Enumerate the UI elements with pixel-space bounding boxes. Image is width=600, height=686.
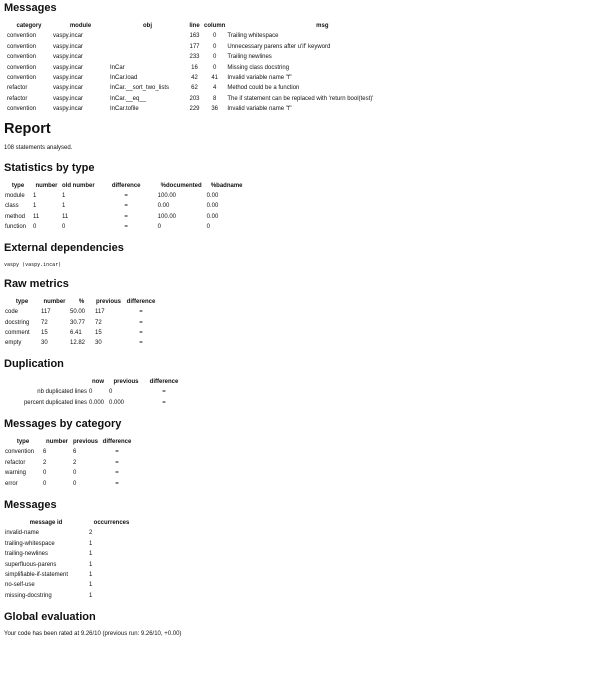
raw-metrics-table	[4, 297, 159, 349]
table-cell: =	[115, 480, 119, 487]
table-cell: =	[139, 319, 143, 326]
table-cell: superfluous-parens	[5, 561, 57, 568]
table-row	[6, 52, 418, 62]
table-cell: Missing class docstring	[227, 64, 290, 71]
table-cell: 0	[43, 470, 47, 477]
duplication-title: Duplication	[4, 357, 64, 370]
table-cell: 177	[189, 43, 200, 50]
table-row	[6, 73, 418, 83]
table-cell: comment	[5, 329, 30, 336]
table-cell: 6	[43, 449, 47, 456]
table-cell: 1	[62, 193, 66, 200]
column-header: previous	[95, 298, 121, 305]
table-cell: 100.00	[157, 213, 177, 220]
table-cell: 0	[109, 389, 113, 396]
table-cell: vaspy.incar	[53, 33, 83, 40]
pylint-report	[4, 0, 596, 637]
table-cell: vaspy.incar	[53, 75, 83, 82]
messages-by-category-table	[4, 437, 135, 489]
column-header: obj	[143, 23, 152, 29]
column-header: line	[189, 23, 200, 29]
table-cell: =	[115, 470, 119, 477]
table-cell: 0	[213, 33, 217, 40]
column-header: now	[92, 378, 104, 385]
table-cell: 0	[33, 224, 37, 231]
table-cell: 0	[213, 64, 217, 71]
table-cell: 1	[89, 561, 93, 568]
table-cell: 0	[73, 470, 77, 477]
table-row	[4, 212, 248, 222]
table-row	[4, 447, 135, 457]
table-cell: Trailing whitespace	[227, 33, 279, 40]
table-cell: module	[5, 193, 25, 200]
table-cell: warning	[5, 470, 27, 477]
column-header: previous	[73, 438, 99, 445]
table-row	[4, 191, 248, 201]
table-cell: InCar.__sort_two_lists	[110, 85, 170, 92]
table-cell: 0	[62, 224, 66, 231]
table-cell: method	[5, 213, 26, 220]
messages-ids-title: Messages	[4, 498, 57, 511]
column-header: type	[16, 438, 30, 445]
table-cell: 11	[33, 213, 40, 220]
column-header: difference	[149, 378, 179, 385]
column-header	[4, 377, 88, 387]
table-cell: percent duplicated lines	[23, 399, 87, 406]
column-header: difference	[126, 298, 156, 305]
column-header: category	[16, 23, 42, 29]
table-cell: code	[5, 309, 19, 316]
global-evaluation-text: Your code has been rated at 9.26/10 (previous run: 9.26/10, +0.00)	[4, 631, 182, 638]
table-cell: 1	[89, 592, 93, 599]
table-cell: 1	[33, 193, 37, 200]
table-cell: InCar	[110, 64, 125, 71]
table-row	[4, 479, 135, 489]
table-cell: 30	[95, 340, 102, 347]
table-row	[4, 318, 159, 328]
duplication-table	[4, 377, 184, 408]
column-header: type	[11, 182, 25, 189]
table-cell: =	[162, 389, 166, 396]
table-cell: 41	[211, 75, 219, 82]
table-cell: 163	[189, 33, 200, 40]
table-cell: 0.000	[89, 399, 105, 406]
table-cell: =	[115, 449, 119, 456]
table-row	[6, 63, 418, 73]
column-header: module	[69, 23, 92, 29]
table-cell: InCar.__eq__	[110, 95, 147, 102]
table-cell: docstring	[5, 319, 30, 326]
table-cell: 0.00	[206, 193, 219, 200]
report-title: Report	[4, 120, 51, 137]
table-cell: 8	[213, 95, 217, 102]
table-cell: 0	[206, 224, 211, 231]
table-cell: 0.00	[157, 203, 170, 210]
table-cell: convention	[7, 106, 37, 113]
table-cell: 11	[62, 213, 69, 220]
table-cell: 2	[73, 459, 77, 466]
table-cell: convention	[7, 43, 37, 50]
table-cell: no-self-use	[5, 582, 35, 589]
column-header: previous	[113, 378, 139, 385]
table-cell: function	[5, 224, 27, 231]
table-cell: 62	[191, 85, 198, 92]
external-deps-text: vaspy (vaspy.incar)	[4, 261, 62, 268]
table-cell: 2	[43, 459, 47, 466]
messages-table	[6, 21, 418, 115]
table-cell: missing-docstring	[5, 592, 52, 599]
table-cell: 117	[95, 309, 105, 316]
table-header-row	[4, 437, 135, 447]
table-cell: 1	[89, 582, 93, 589]
table-cell: 72	[41, 319, 48, 326]
table-cell: simplifiable-if-statement	[5, 572, 69, 578]
table-header-row	[4, 377, 184, 387]
table-cell: convention	[7, 33, 37, 40]
table-row	[6, 104, 418, 114]
table-cell: The if statement can be replaced with 'return bool(test)'	[227, 95, 374, 102]
table-row	[4, 398, 184, 408]
column-header: column	[204, 23, 226, 29]
messages-title: Messages	[4, 2, 57, 14]
table-cell: 42	[191, 75, 198, 82]
table-cell: trailing-whitespace	[5, 540, 55, 547]
column-header: old number	[62, 182, 95, 189]
table-cell: 1	[33, 203, 37, 210]
table-row	[4, 307, 159, 317]
table-header-row	[6, 21, 418, 31]
table-row	[4, 338, 159, 348]
table-cell: 4	[213, 85, 217, 92]
table-row	[4, 580, 135, 590]
table-cell: vaspy.incar	[53, 64, 83, 71]
table-cell: 30	[41, 340, 48, 347]
table-cell: =	[139, 340, 143, 347]
external-deps-title: External dependencies	[4, 241, 124, 254]
table-cell: 100.00	[157, 193, 177, 200]
table-cell: InCar.load	[110, 75, 138, 82]
table-cell: refactor	[7, 85, 28, 92]
table-row	[4, 570, 135, 580]
table-cell: invalid-name	[5, 530, 40, 537]
table-cell: refactor	[5, 459, 26, 466]
messages-by-category-title: Messages by category	[4, 417, 122, 430]
table-cell: 0.000	[109, 399, 125, 406]
table-cell: 1	[62, 203, 66, 210]
table-row	[6, 83, 418, 93]
table-cell: 15	[95, 329, 102, 336]
table-cell: =	[139, 309, 143, 316]
table-cell: 16	[191, 64, 198, 71]
column-header: message id	[29, 519, 63, 526]
table-cell: 12.82	[70, 340, 86, 347]
table-cell: 6.41	[70, 329, 82, 336]
table-cell: 233	[189, 54, 200, 61]
column-header: msg	[316, 23, 329, 29]
column-header: %badname	[210, 182, 243, 189]
table-cell: vaspy.incar	[53, 85, 83, 92]
statements-count: 108 statements analysed.	[4, 144, 73, 151]
column-header: number	[45, 438, 68, 445]
table-cell: convention	[5, 449, 35, 456]
table-cell: 15	[41, 329, 48, 336]
column-header: number	[43, 298, 66, 305]
column-header: %	[78, 298, 85, 305]
table-cell: trailing-newlines	[5, 551, 49, 558]
table-cell: refactor	[7, 95, 28, 102]
table-cell: 2	[89, 530, 93, 537]
table-row	[4, 539, 135, 549]
table-cell: nb duplicated lines	[37, 389, 87, 396]
table-row	[4, 387, 184, 397]
table-cell: 1	[89, 572, 93, 578]
table-cell: =	[115, 459, 119, 466]
table-cell	[109, 31, 186, 41]
table-cell: 0	[213, 43, 217, 50]
table-cell: 30.77	[70, 319, 86, 326]
table-row	[4, 458, 135, 468]
table-cell: 1	[89, 540, 93, 547]
table-cell: 0	[89, 389, 93, 396]
table-cell	[109, 52, 186, 62]
column-header: difference	[102, 438, 132, 445]
table-cell: 0	[73, 480, 77, 487]
stats-by-type-table	[4, 181, 248, 233]
global-evaluation-title: Global evaluation	[4, 611, 96, 624]
table-cell: 203	[189, 95, 200, 102]
table-cell: 117	[41, 309, 51, 316]
table-row	[6, 42, 418, 52]
table-cell: Trailing newlines	[227, 54, 272, 61]
table-row	[4, 560, 135, 570]
table-cell: Invalid variable name "f"	[227, 75, 292, 82]
table-cell: Unnecessary parens after u'if' keyword	[227, 43, 331, 50]
column-header: %documented	[160, 182, 202, 189]
table-cell: error	[5, 480, 18, 487]
table-row	[4, 328, 159, 338]
table-cell: vaspy.incar	[53, 54, 83, 61]
table-cell: =	[124, 213, 128, 220]
table-cell: 0.00	[206, 213, 219, 220]
table-cell: 0	[43, 480, 47, 487]
table-row	[4, 222, 248, 232]
table-cell: Method could be a function	[227, 85, 300, 92]
table-cell: =	[124, 193, 128, 200]
table-cell: =	[162, 399, 166, 406]
table-cell: =	[124, 203, 128, 210]
table-cell: 0	[157, 224, 162, 231]
table-cell: 6	[73, 449, 77, 456]
table-header-row	[4, 518, 135, 528]
table-cell: InCar.tofile	[110, 106, 139, 113]
table-cell: 72	[95, 319, 102, 326]
table-header-row	[4, 297, 159, 307]
table-cell: Invalid variable name "f"	[227, 106, 292, 113]
table-cell: 0.00	[206, 203, 219, 210]
table-cell: 50.00	[70, 309, 86, 316]
messages-ids-table	[4, 518, 135, 601]
table-row	[4, 591, 135, 601]
table-cell: empty	[5, 340, 22, 347]
table-cell: convention	[7, 54, 37, 61]
table-row	[4, 201, 248, 211]
table-row	[4, 468, 135, 478]
column-header: number	[35, 182, 58, 189]
table-cell: 0	[213, 54, 217, 61]
table-row	[4, 528, 135, 538]
column-header: type	[15, 298, 29, 305]
stats-by-type-title: Statistics by type	[4, 161, 95, 174]
table-header-row	[4, 181, 248, 191]
raw-metrics-title: Raw metrics	[4, 277, 69, 290]
table-row	[4, 549, 135, 559]
table-row	[6, 31, 418, 41]
table-cell: 36	[211, 106, 219, 113]
table-cell: 229	[189, 106, 200, 113]
table-cell: vaspy.incar	[53, 106, 83, 113]
table-cell: =	[139, 329, 143, 336]
table-cell: class	[5, 203, 19, 210]
table-cell	[109, 42, 186, 52]
column-header: occurrences	[93, 519, 130, 526]
table-row	[6, 94, 418, 104]
table-cell: 1	[89, 551, 93, 558]
table-cell: vaspy.incar	[53, 95, 83, 102]
table-cell: convention	[7, 75, 37, 82]
column-header: difference	[111, 182, 141, 189]
table-cell: convention	[7, 64, 37, 71]
table-cell: vaspy.incar	[53, 43, 83, 50]
table-cell: =	[124, 224, 128, 231]
